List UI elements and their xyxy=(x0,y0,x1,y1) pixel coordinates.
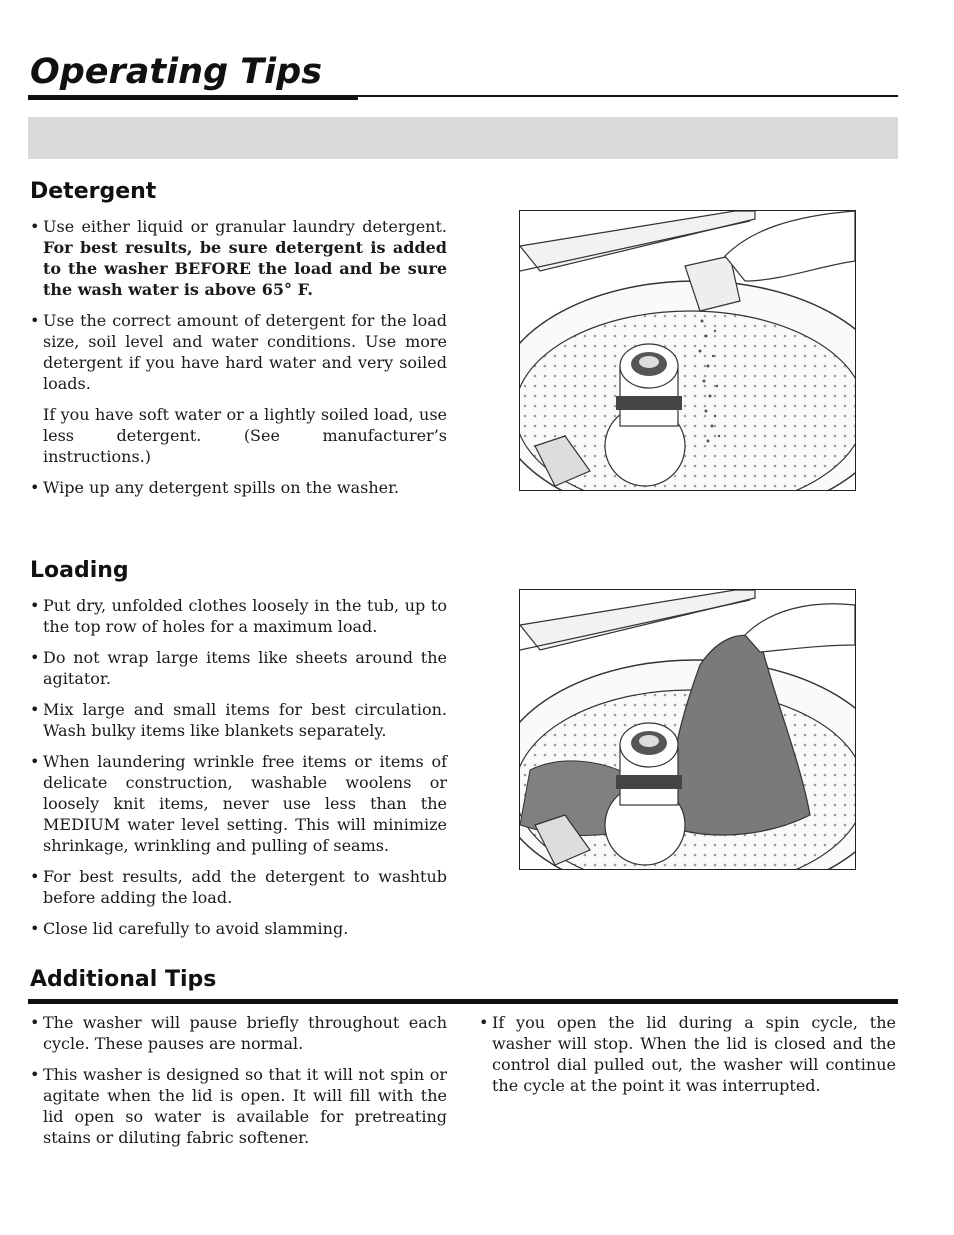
list-item: • Use either liquid or granular laundry detergent. For best results, be sure detergent is added to the washer BEFORE the load and be sure the wash water is above 65° F. xyxy=(30,216,447,300)
additional-tips-right-list xyxy=(479,1012,896,1106)
detergent-list xyxy=(30,216,447,508)
list-item: • The washer will pause briefly throughout each cycle. These pauses are normal. xyxy=(30,1012,447,1054)
loading-list xyxy=(30,595,447,949)
list-item: • Close lid carefully to avoid slamming. xyxy=(30,918,447,939)
section-rule xyxy=(28,999,898,1004)
detergent-illustration xyxy=(519,210,856,491)
loading-illustration xyxy=(519,589,856,870)
list-item-continuation: If you have soft water or a lightly soiled load, use less detergent. (See manufacturer’s instructions.) xyxy=(43,405,447,466)
header-band xyxy=(28,117,898,159)
list-item: • This washer is designed so that it will not spin or agitate when the lid is open. It will fill with the lid open so water is available for pretreating stains or diluting fabric softener. xyxy=(30,1064,447,1148)
list-item: • For best results, add the detergent to washtub before adding the load. xyxy=(30,866,447,908)
loading-heading: Loading xyxy=(30,558,129,583)
list-item: • Put dry, unfolded clothes loosely in the tub, up to the top row of holes for a maximum load. xyxy=(30,595,447,637)
list-item: • If you open the lid during a spin cycle, the washer will stop. When the lid is closed and the control dial pulled out, the washer will continue the cycle at the point it was interrupted. xyxy=(479,1012,896,1096)
additional-tips-heading: Additional Tips xyxy=(30,967,217,992)
list-item: • Use the correct amount of detergent for the load size, soil level and water conditions. Use more detergent if you have hard water and very soiled loads. xyxy=(30,310,447,394)
detergent-heading: Detergent xyxy=(30,179,157,204)
title-rule xyxy=(28,95,358,100)
page-title: Operating Tips xyxy=(30,52,323,92)
title-rule-thin xyxy=(358,95,898,97)
list-item: • Do not wrap large items like sheets around the agitator. xyxy=(30,647,447,689)
list-item: • Mix large and small items for best circulation. Wash bulky items like blankets separately. xyxy=(30,699,447,741)
list-item: • Wipe up any detergent spills on the washer. xyxy=(30,477,447,498)
additional-tips-left-list xyxy=(30,1012,447,1158)
list-item: • When laundering wrinkle free items or items of delicate construction, washable woolens or loosely knit items, never use less than the MEDIUM water level setting. This will minimize shrinkage, wrinkling and pulling of seams. xyxy=(30,751,447,856)
